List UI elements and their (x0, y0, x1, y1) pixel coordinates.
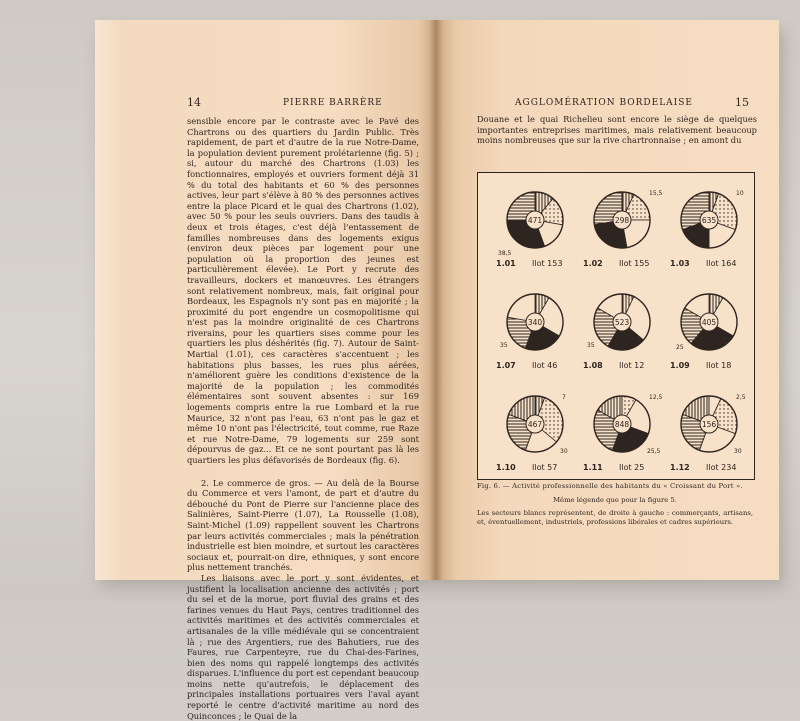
pie-svg (496, 285, 574, 359)
pie-ilot: Ilot 234 (706, 463, 737, 472)
figure-legend (477, 496, 753, 527)
pie-ilot: Ilot 12 (619, 361, 645, 370)
pie-label: 1.01 (496, 259, 516, 268)
pie-chart-1-09 (670, 285, 740, 379)
pie-annotation: 2,5 (736, 394, 746, 401)
open-book (95, 20, 779, 721)
pie-annotation: 10 (736, 190, 744, 197)
pie-chart-figure (477, 172, 755, 480)
pie-center-value: 156 (701, 420, 717, 429)
pie-caption (583, 463, 663, 472)
right-page (435, 20, 779, 580)
left-paragraph-3: Les liaisons avec le port y sont évidentes, et justifient la localisation ancienne des activités ; port du sel et de la morue, port fluvial des grains et des farines venues du Haut Pays, centres traditionnel des activités maritimes et des activités commerciales et artisanales de la ville médiévale qui se concentraient là ; rue des Argentiers, rue des Bahutiers, rue des Faures, rue Carpenteyre, rue du Chai-des-Farines, bien des noms qui rappelé longtemps des activités disparues. L'influence du port est cependant beaucoup moins nette qu'autrefois, le déplacement des principales installations portuaires vers l'aval ayant reporté le centre d'activité maritime au nord des Quinconces ; le Quai de la (187, 572, 419, 721)
left-body-text (187, 116, 419, 721)
pie-label: 1.02 (583, 259, 603, 268)
pie-label: 1.07 (496, 361, 516, 370)
page-number-left: 14 (187, 96, 201, 109)
pie-annotation: 7 (562, 394, 566, 401)
pie-ilot: Ilot 46 (532, 361, 558, 370)
pie-center-value: 340 (527, 318, 543, 327)
pie-svg (496, 183, 574, 257)
page-edge (95, 20, 125, 580)
pie-center-value: 848 (614, 420, 630, 429)
pie-caption (496, 259, 576, 268)
pie-center-value: 467 (527, 420, 543, 429)
pie-ilot: Ilot 57 (532, 463, 558, 472)
running-head-left: PIERRE BARRÈRE (283, 98, 383, 108)
pie-chart-1-07 (496, 285, 566, 379)
pie-annotation: 12,5 (649, 394, 663, 401)
pie-caption (583, 361, 663, 370)
left-paragraph-1: sensible encore par le contraste avec le Pavé des Chartrons ou des quartiers du Jardin Public. Très rapidement, de part et d'autre de la rue Notre-Dame, la population devient purement prolétarienne (fig. 5) ; si, autour du marché des Chartrons (1.03) les fonctionnaires, employés et ouvriers forment déjà 31 % du total des habitants et 60 % des personnes actives, leur part s'élève à 80 % des personnes actives entre la place Picard et le quai des Chartrons (1.02), avec 50 % pour les seuls ouvriers. Dans des taudis à deux et trois étages, c'est déjà l'entassement de familles nombreuses dans des logements exigus (environ deux pièces par logement pour une population où la proportion des jeunes est particulièrement élevée). Le Port y recrute des travailleurs, dockers et manœuvres. Les étrangers sont relativement nombreux, mais, fait original pour Bordeaux, les Espagnols n'y sont pas en majorité ; la proximité du port engendre un cosmopolitisme qui n'est pas la moindre originalité de ces Chartrons riverains, pour les quartiers sises comme pour les quartiers les plus déshérités (fig. 7). Autour de Saint-Martial (1.01), ces caractères s'accentuent ; les habitations plus basses, les rues plus aérées, n'améliorent guère les conditions d'existence de la majorité de la population ; les commodités élémentaires sont souvent absentes : sur 169 logements compris entre la rue Lombard et la rue Maurice, 32 n'ont pas l'eau, 63 n'ont pas le gaz et même 10 n'ont pas l'électricité, tout comme, rue Raze et rue Notre-Dame, 79 logements sur 259 sont dépourvus de gaz... Et ce ne sont pourtant pas là les quartiers les plus défavorisés de Bordeaux (fig. 6). (187, 116, 419, 465)
book-gutter (429, 20, 443, 580)
pie-chart-1-08 (583, 285, 653, 379)
pie-ilot: Ilot 153 (532, 259, 563, 268)
left-page (95, 20, 435, 721)
legend-description: Les secteurs blancs représentent, de droite à gauche : commerçants, artisans, et, éventuellement, industriels, professions libérales et cadres supérieurs. (477, 509, 753, 526)
pie-ilot: Ilot 25 (619, 463, 645, 472)
figure-caption: Fig. 6. — Activité professionnelle des habitants du « Croissant du Port ». (477, 482, 743, 490)
pie-label: 1.10 (496, 463, 516, 472)
pie-svg (583, 285, 661, 359)
pie-label: 1.03 (670, 259, 690, 268)
pie-annotation: 30 (560, 448, 568, 455)
pie-chart-1-03 (670, 183, 744, 277)
right-body-text (477, 114, 757, 146)
pie-annotation: 15,5 (649, 190, 663, 197)
pie-svg (496, 387, 574, 461)
pie-caption (496, 361, 576, 370)
pie-svg (670, 285, 748, 359)
pie-annotation: 30 (734, 448, 742, 455)
pie-caption (670, 361, 750, 370)
pie-label: 1.12 (670, 463, 690, 472)
pie-center-value: 635 (701, 216, 717, 225)
pie-label: 1.08 (583, 361, 603, 370)
pie-annotation: 35 (587, 342, 595, 349)
pie-chart-1-02 (583, 183, 663, 277)
pie-label: 1.11 (583, 463, 603, 472)
pie-caption (583, 259, 663, 268)
pie-ilot: Ilot 155 (619, 259, 650, 268)
pie-center-value: 298 (614, 216, 630, 225)
pie-svg (670, 387, 748, 461)
running-head-right: AGGLOMÉRATION BORDELAISE (515, 98, 693, 108)
pie-caption (670, 463, 750, 472)
pie-ilot: Ilot 164 (706, 259, 737, 268)
pie-svg (583, 183, 661, 257)
pie-annotation: 35 (500, 342, 508, 349)
pie-annotation: 25 (676, 344, 684, 351)
pie-caption (670, 259, 750, 268)
pie-caption (496, 463, 576, 472)
pie-chart-1-01 (496, 183, 566, 277)
pie-center-value: 405 (701, 318, 717, 327)
pie-ilot: Ilot 18 (706, 361, 732, 370)
pie-center-value: 523 (614, 318, 630, 327)
pie-annotation: 38,5 (498, 250, 512, 257)
pie-chart-1-11 (583, 387, 663, 481)
pie-svg (583, 387, 661, 461)
pie-label: 1.09 (670, 361, 690, 370)
right-paragraph-1: Douane et le quai Richelieu sont encore le siège de quelques importantes entreprises maritimes, mais relativement beaucoup moins nombreuses que sur la rive chartronnaise ; en amont du (477, 114, 757, 146)
pie-svg (670, 183, 748, 257)
pie-annotation: 25,5 (647, 448, 661, 455)
left-paragraph-2: 2. Le commerce de gros. — Au delà de la Bourse du Commerce et vers l'amont, de part et d'autre du débouché du Pont de Pierre sur l'ancienne place des Salinières, Saint-Pierre (1.07), La Rousselle (1.08), Saint-Michel (1.09) rappellent souvent les Chartrons par leurs activités commerciales ; mais la pénétration industrielle est bien moindre, et surtout les caractères sociaux et, pourrait-on dire, ethniques, y sont encore plus nettement tranchés. (187, 477, 419, 573)
pie-center-value: 471 (527, 216, 543, 225)
legend-title: Même légende que pour la figure 5. (553, 496, 677, 504)
pie-chart-1-10 (496, 387, 566, 481)
pie-chart-1-12 (670, 387, 746, 481)
page-number-right: 15 (735, 96, 749, 109)
